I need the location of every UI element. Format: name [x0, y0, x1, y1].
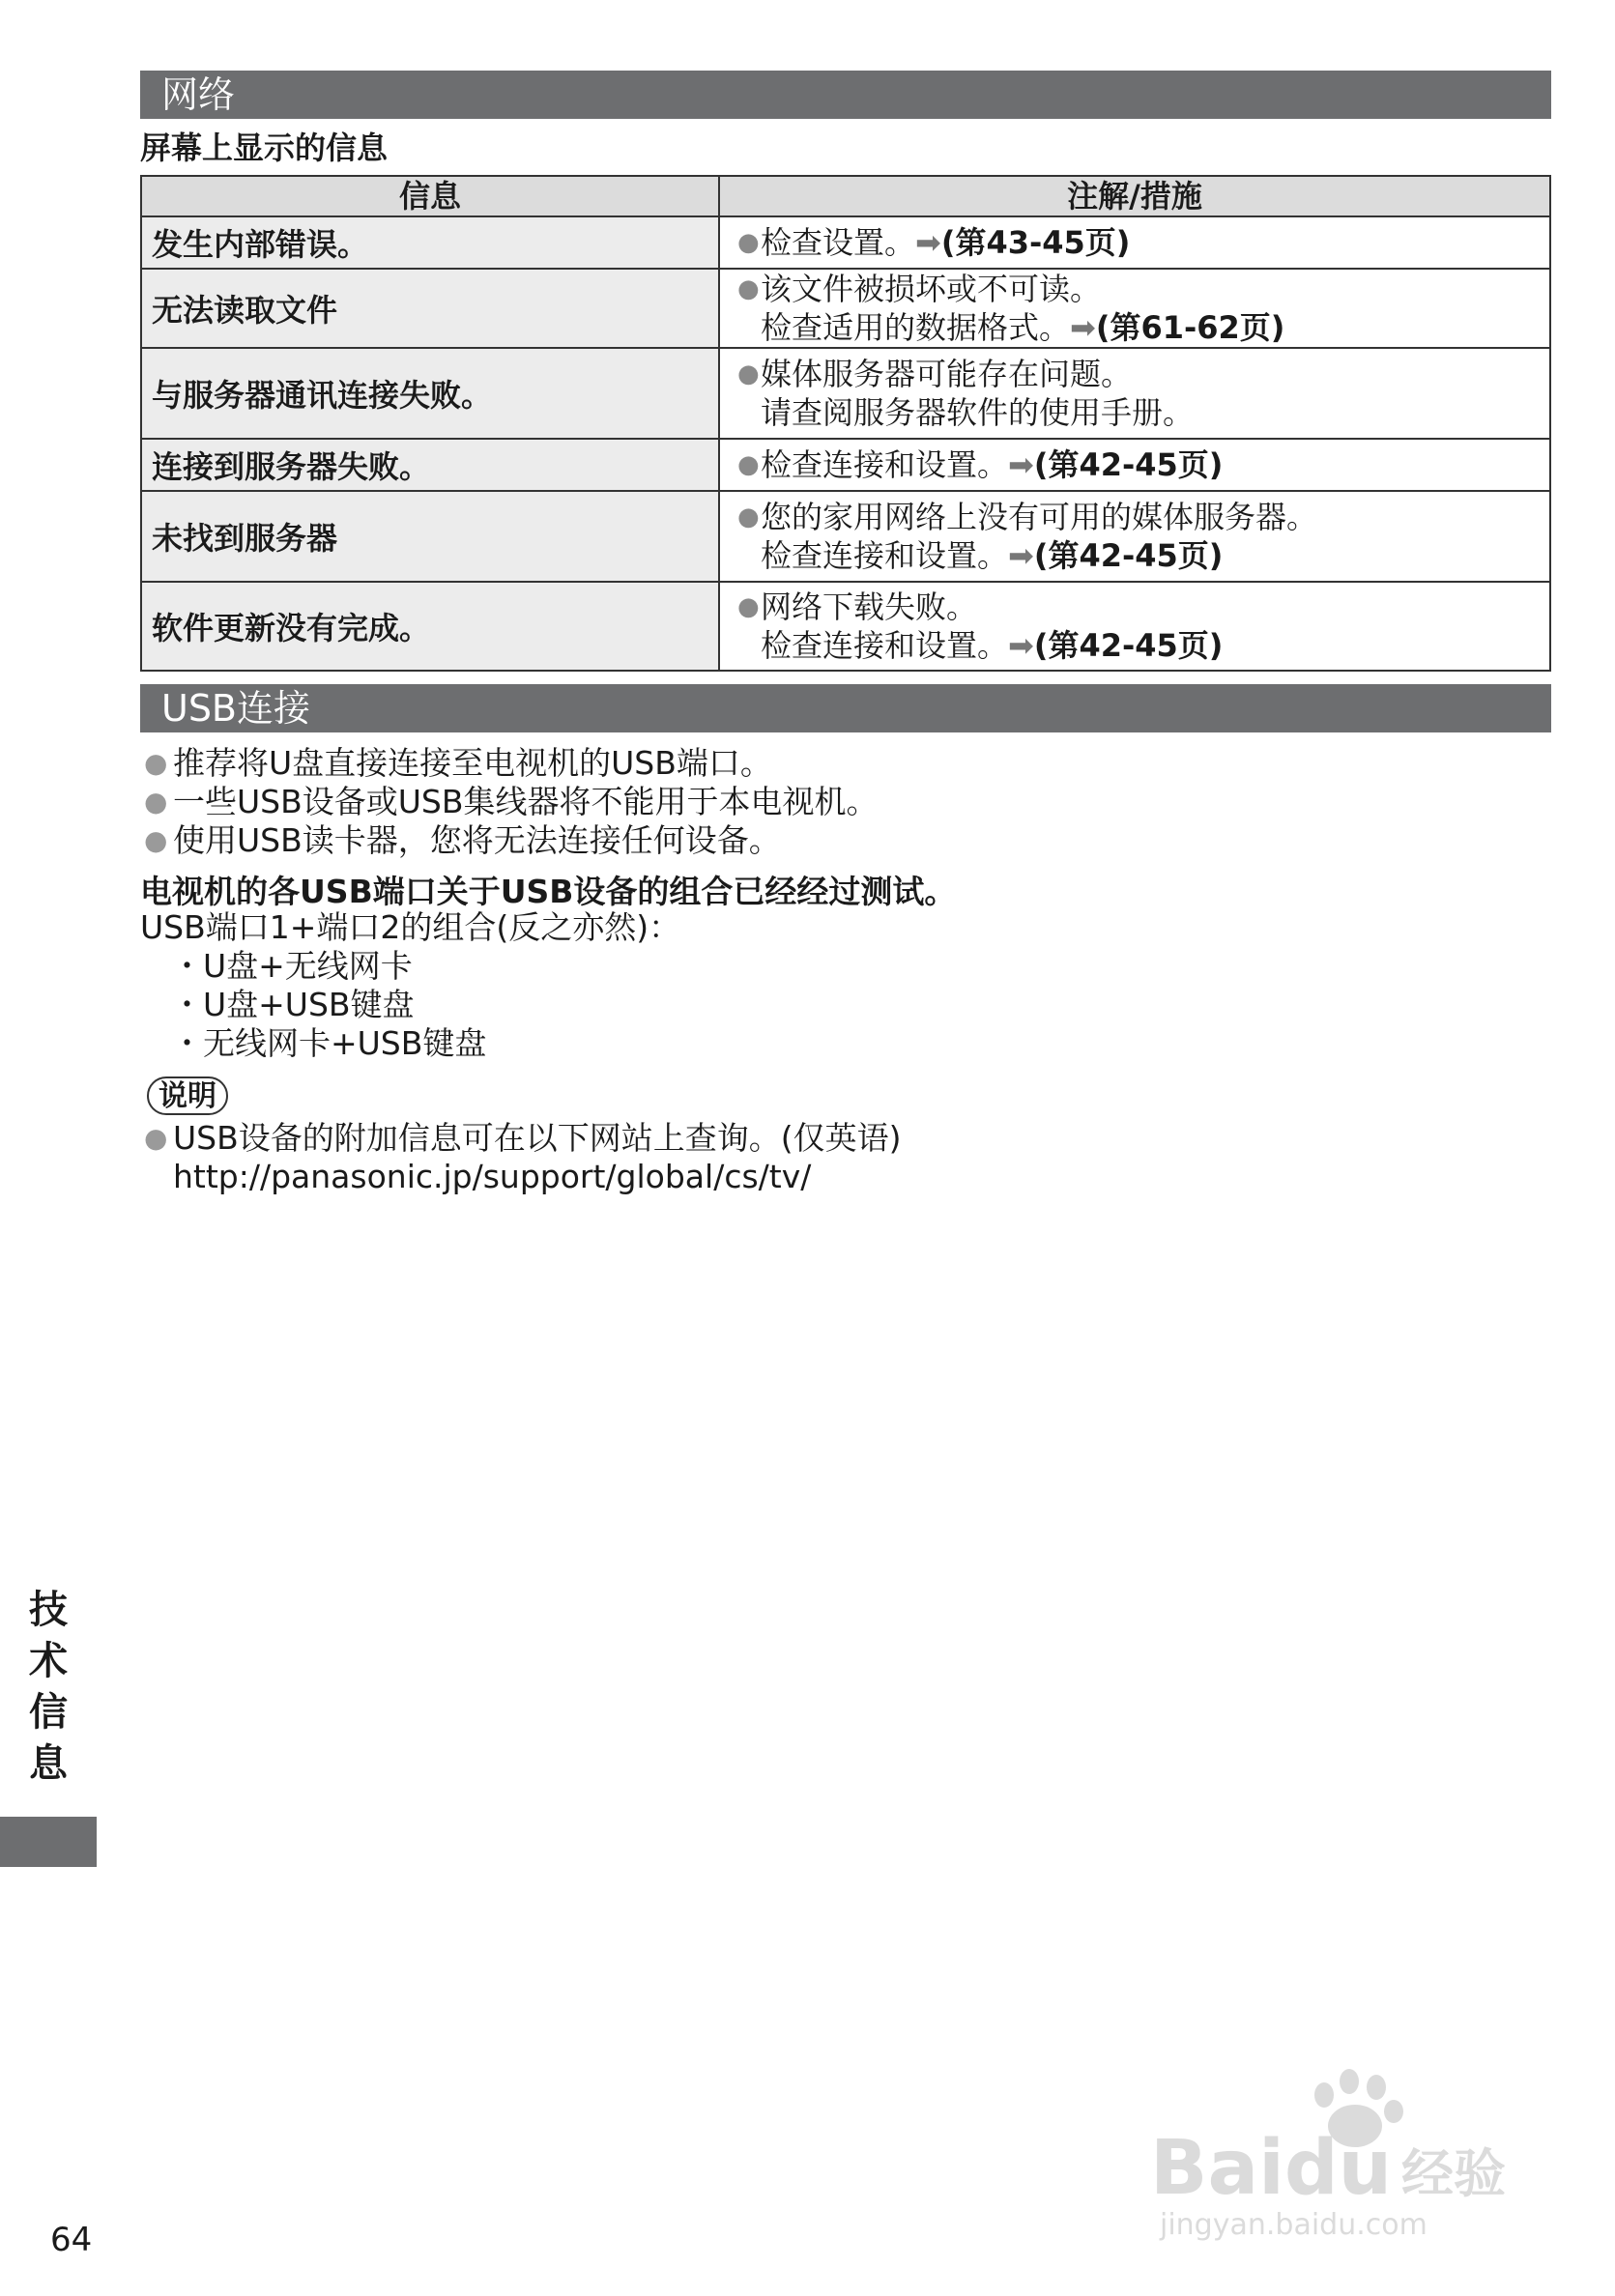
action-text: 检查连接和设置。: [761, 446, 1009, 483]
network-section-title: 网络: [140, 71, 1551, 119]
message-cell: 软件更新没有完成。: [141, 582, 719, 671]
action-text: 检查适用的数据格式。: [761, 309, 1071, 346]
arrow-right-icon: ➡: [1008, 537, 1034, 574]
table-row: [141, 348, 1550, 439]
arrow-right-icon: ➡: [1070, 309, 1096, 346]
watermark-url: jingyan.baidu.com: [1160, 2208, 1428, 2242]
note-label: 说明: [147, 1076, 228, 1115]
watermark-brand: Baidu: [1150, 2125, 1393, 2212]
side-tab-marker: [0, 1817, 97, 1867]
arrow-right-icon: ➡: [915, 224, 941, 261]
bullet-icon: ●: [737, 592, 760, 621]
action-line: [735, 445, 1549, 484]
message-cell: 发生内部错误。: [141, 216, 719, 269]
action-line: [735, 626, 1549, 665]
list-item: ● 使用USB读卡器，您将无法连接任何设备。: [144, 821, 781, 859]
usb-section-title: USB连接: [140, 684, 1551, 732]
action-text: 您的家用网络上没有可用的媒体服务器。: [761, 499, 1318, 535]
bullet-icon: ●: [737, 359, 760, 388]
table-row: [141, 491, 1550, 582]
action-text: 检查设置。: [761, 224, 916, 261]
message-cell: 未找到服务器: [141, 491, 719, 582]
action-cell: [719, 216, 1550, 269]
col-message-header: 信息: [141, 176, 719, 216]
action-cell: [719, 439, 1550, 491]
bullet-icon: ●: [737, 450, 760, 479]
message-cell: 无法读取文件: [141, 269, 719, 348]
page-number: 64: [50, 2221, 93, 2259]
usb-note: [140, 1119, 902, 1196]
action-text: 媒体服务器可能存在问题。: [761, 356, 1133, 392]
page-reference: (第42-45页): [1033, 627, 1224, 664]
network-message-table: [140, 175, 1551, 672]
baidu-jingyan-watermark: [1150, 2058, 1537, 2242]
message-cell: 连接到服务器失败。: [141, 439, 719, 491]
bullet-icon: ●: [737, 274, 760, 303]
bullet-icon: ●: [737, 228, 760, 257]
page-reference: (第42-45页): [1033, 537, 1224, 574]
usb-bullet-list: [140, 744, 878, 860]
page-reference: (第42-45页): [1033, 446, 1224, 483]
action-line: [735, 536, 1549, 575]
side-tab-label: 技 术 信 息: [29, 1588, 68, 1786]
action-text: 请查阅服务器软件的使用手册。: [761, 394, 1195, 431]
page-reference: (第61-62页): [1095, 309, 1285, 346]
page-reference: (第43-45页): [940, 224, 1131, 261]
watermark-label: 经验: [1401, 2143, 1506, 2204]
action-cell: [719, 582, 1550, 671]
table-row: [141, 269, 1550, 348]
combo-intro: USB端口1+端口2的组合(反之亦然)：: [140, 908, 681, 946]
bullet-icon: ●: [144, 824, 168, 856]
combo-item: ・U盘+USB键盘: [171, 986, 415, 1023]
action-line: [735, 308, 1549, 347]
list-item: ● 推荐将U盘直接连接至电视机的USB端口。: [144, 744, 772, 782]
bullet-icon: ●: [737, 502, 760, 531]
action-cell: [719, 348, 1550, 439]
note-text: USB设备的附加信息可在以下网站上查询。(仅英语): [173, 1119, 902, 1157]
action-line: [735, 223, 1549, 262]
action-text: 网络下载失败。: [761, 588, 978, 625]
arrow-right-icon: ➡: [1008, 446, 1034, 483]
table-row: [141, 582, 1550, 671]
action-cell: [719, 269, 1550, 348]
action-line: [735, 355, 1549, 393]
action-text: 检查连接和设置。: [761, 537, 1009, 574]
action-text: 检查连接和设置。: [761, 627, 1009, 664]
usb-tested-statement: 电视机的各USB端口关于USB设备的组合已经经过测试。: [140, 873, 957, 910]
table-row: [141, 216, 1550, 269]
bullet-icon: ●: [144, 747, 168, 779]
arrow-right-icon: ➡: [1008, 627, 1034, 664]
col-action-header: 注解/措施: [719, 176, 1550, 216]
table-row: [141, 439, 1550, 491]
action-line: [735, 270, 1549, 308]
support-url-link[interactable]: http://panasonic.jp/support/global/cs/tv/: [173, 1158, 812, 1195]
action-cell: [719, 491, 1550, 582]
bullet-icon: ●: [144, 1122, 168, 1154]
usb-combo-list: [140, 908, 680, 1063]
network-subhead: 屏幕上显示的信息: [140, 129, 389, 166]
list-item: ● 一些USB设备或USB集线器将不能用于本电视机。: [144, 783, 879, 820]
bullet-icon: ●: [144, 786, 168, 818]
action-text: 该文件被损坏或不可读。: [761, 271, 1102, 307]
combo-item: ・无线网卡+USB键盘: [171, 1024, 487, 1062]
action-line: [735, 393, 1549, 432]
combo-item: ・U盘+无线网卡: [171, 947, 413, 985]
action-line: [735, 498, 1549, 536]
message-cell: 与服务器通讯连接失败。: [141, 348, 719, 439]
action-line: [735, 588, 1549, 626]
